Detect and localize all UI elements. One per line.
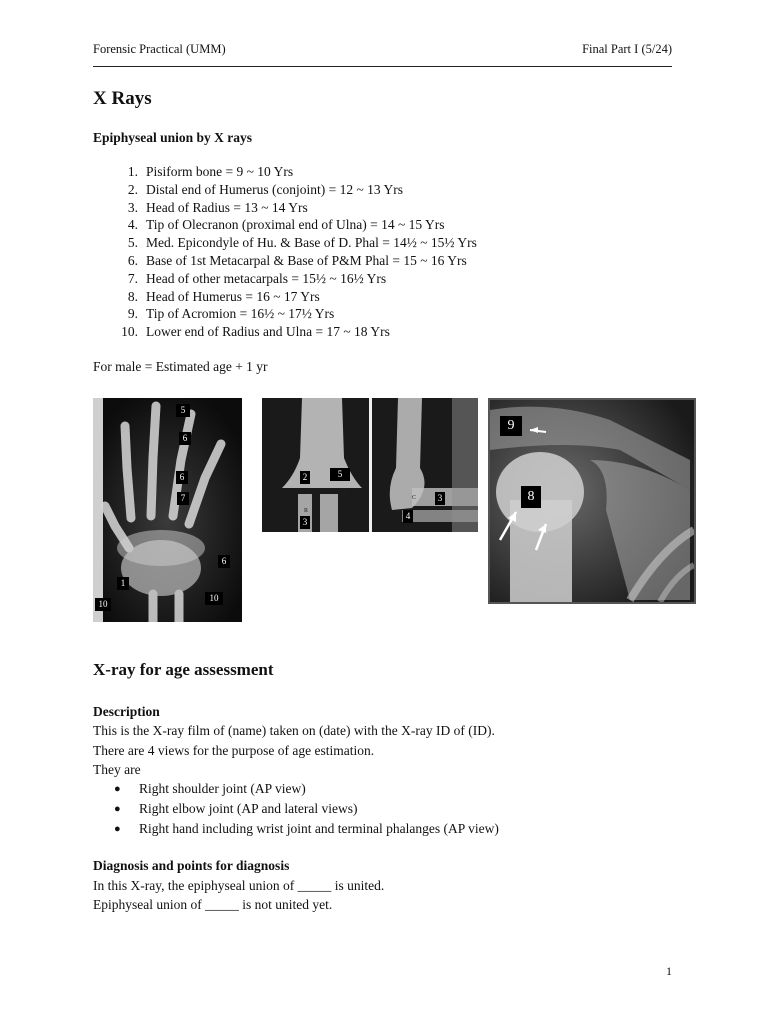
- elbow-small-label: O: [384, 510, 389, 516]
- list-item: ● Right elbow joint (AP and lateral views): [114, 801, 358, 816]
- description-line: There are 4 views for the purpose of age estimation.: [93, 743, 375, 758]
- list-item: 2. Distal end of Humerus (conjoint) = 12 ~ 13 Yrs: [127, 181, 404, 197]
- section-heading-epiphyseal: Epiphyseal union by X rays: [93, 130, 253, 145]
- list-item: 10. Lower end of Radius and Ulna = 17 ~ 18 Yrs: [121, 324, 390, 340]
- hand-label: 6: [176, 471, 188, 484]
- hand-label: 7: [177, 492, 189, 505]
- shoulder-label: 8: [521, 486, 541, 508]
- hand-label: 10: [205, 592, 223, 605]
- diagnosis-heading: Diagnosis and points for diagnosis: [93, 858, 290, 873]
- page-number: 1: [666, 964, 672, 978]
- hand-xray-drawing: [93, 398, 242, 622]
- description-line: This is the X-ray film of (name) taken on (date) with the X-ray ID of (ID).: [93, 723, 495, 738]
- elbow-xray-image: [262, 398, 478, 532]
- shoulder-label: 9: [500, 416, 522, 436]
- description-line: They are: [93, 762, 141, 777]
- list-item: 4. Tip of Olecranon (proximal end of Ulna) = 14 ~ 15 Yrs: [127, 217, 445, 233]
- section-heading-age-assessment: X-ray for age assessment: [93, 660, 274, 679]
- elbow-label: 3: [435, 492, 445, 505]
- description-heading: Description: [93, 704, 160, 719]
- elbow-label: 2: [300, 471, 310, 484]
- elbow-xray-drawing: [262, 398, 478, 532]
- list-item: 3. Head of Radius = 13 ~ 14 Yrs: [127, 199, 308, 215]
- list-item: 8. Head of Humerus = 16 ~ 17 Yrs: [127, 288, 320, 304]
- elbow-label: 4: [403, 510, 413, 523]
- epiphyseal-list: [110, 163, 477, 341]
- list-item: 7. Head of other metacarpals = 15½ ~ 16½ Yrs: [127, 270, 387, 286]
- elbow-small-label: R: [304, 508, 309, 514]
- page-header: [93, 42, 672, 57]
- diagnosis-line: Epiphyseal union of _____ is not united yet.: [93, 897, 333, 912]
- list-item: 6. Base of 1st Metacarpal & Base of P&M Phal = 15 ~ 16 Yrs: [127, 252, 467, 268]
- diagnosis-line: In this X-ray, the epiphyseal union of _____ is united.: [93, 878, 385, 893]
- male-note: For male = Estimated age + 1 yr: [93, 359, 268, 374]
- elbow-small-label: C: [306, 489, 311, 495]
- list-item: 5. Med. Epicondyle of Hu. & Base of D. Phal = 14½ ~ 15½ Yrs: [127, 235, 477, 251]
- elbow-small-label: E: [281, 478, 285, 484]
- hand-label: 6: [218, 555, 230, 568]
- header-right: Final Part I (5/24): [582, 42, 672, 56]
- list-item: ● Right hand including wrist joint and terminal phalanges (AP view): [114, 821, 499, 836]
- list-item: ● Right shoulder joint (AP view): [114, 781, 306, 796]
- hand-label: 1: [117, 577, 129, 590]
- hand-label: 10: [95, 598, 111, 611]
- hand-xray-image: [93, 398, 242, 622]
- header-rule: [93, 66, 672, 67]
- elbow-small-label: C: [412, 495, 417, 501]
- shoulder-xray-image: [488, 398, 696, 604]
- hand-label: 5: [176, 404, 190, 417]
- list-item: 9. Tip of Acromion = 16½ ~ 17½ Yrs: [127, 306, 335, 322]
- elbow-label: 5: [330, 468, 350, 481]
- hand-label: 6: [179, 432, 191, 445]
- list-item: 1. Pisiform bone = 9 ~ 10 Yrs: [127, 164, 294, 179]
- elbow-label: 3: [300, 516, 310, 529]
- elbow-small-label: T: [344, 489, 348, 495]
- header-left: Forensic Practical (UMM): [93, 42, 226, 56]
- page-title: X Rays: [93, 88, 152, 109]
- views-list: [114, 779, 499, 839]
